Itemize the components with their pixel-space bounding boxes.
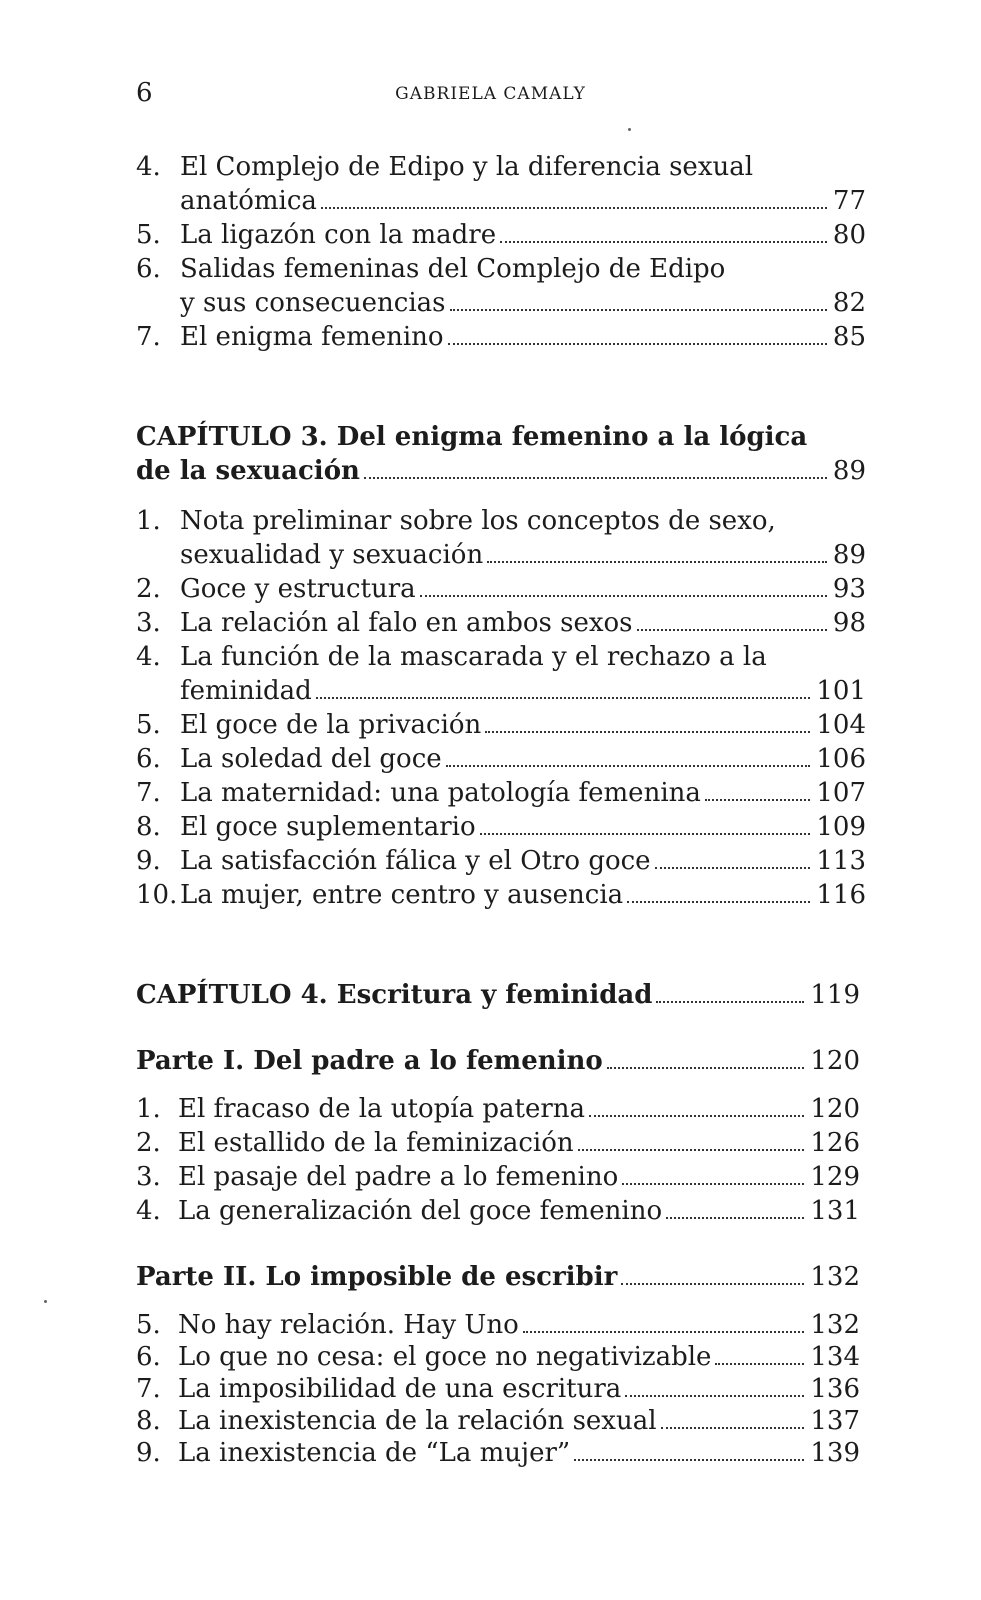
entry-title: La inexistencia de “La mujer”	[178, 1438, 571, 1468]
entry-title: Goce y estructura	[180, 574, 416, 604]
entry-page: 113	[816, 846, 866, 876]
entry-title: No hay relación. Hay Uno	[178, 1310, 519, 1340]
leader-dots	[450, 309, 827, 311]
entry-page: 101	[816, 676, 866, 706]
part-page: 132	[810, 1262, 860, 1292]
leader-dots	[523, 1331, 805, 1333]
chapter-page: 89	[832, 456, 866, 486]
entry-number: 6.	[136, 744, 161, 774]
entry-title: El fracaso de la utopía paterna	[178, 1094, 586, 1124]
entry-title: El estallido de la feminización	[178, 1128, 574, 1158]
entry-page: 109	[816, 812, 866, 842]
leader-dots	[655, 867, 811, 869]
leader-dots	[448, 343, 827, 345]
entry-number: 9.	[136, 846, 161, 876]
leader-dots	[364, 477, 827, 479]
leader-dots	[487, 561, 827, 563]
chapter-title: CAPÍTULO 4. Escritura y feminidad	[136, 980, 653, 1010]
part-title: Parte I. Del padre a lo femenino	[136, 1046, 603, 1076]
entry-number: 1.	[136, 506, 161, 536]
paper-speck	[44, 1300, 47, 1303]
leader-dots	[578, 1149, 805, 1151]
entry-page: 82	[832, 288, 866, 318]
leader-dots	[621, 1283, 804, 1285]
leader-dots	[589, 1115, 804, 1117]
leader-dots	[480, 833, 811, 835]
entry-page: 77	[832, 186, 866, 216]
part-page: 120	[810, 1046, 860, 1076]
leader-dots	[661, 1427, 805, 1429]
entry-title: La soledad del goce	[180, 744, 442, 774]
entry-title: La maternidad: una patología femenina	[180, 778, 701, 808]
leader-dots	[625, 1395, 804, 1397]
entry-title: La imposibilidad de una escritura	[178, 1374, 622, 1404]
part-title: Parte II. Lo imposible de escribir	[136, 1262, 618, 1292]
leader-dots	[627, 901, 810, 903]
entry-page: 104	[816, 710, 866, 740]
leader-dots	[666, 1217, 804, 1219]
entry-page: 98	[832, 608, 866, 638]
entry-page: 93	[832, 574, 866, 604]
leader-dots	[500, 241, 827, 243]
entry-number: 4.	[136, 642, 161, 672]
entry-number: 7.	[136, 1374, 161, 1404]
entry-page: 89	[832, 540, 866, 570]
entry-number: 7.	[136, 778, 161, 808]
entry-title-line1: El Complejo de Edipo y la diferencia sexual	[180, 152, 754, 182]
entry-title-line1: La función de la mascarada y el rechazo a la	[180, 642, 767, 672]
entry-number: 9.	[136, 1438, 161, 1468]
entry-number: 2.	[136, 574, 161, 604]
entry-number: 5.	[136, 710, 161, 740]
leader-dots	[316, 697, 811, 699]
leader-dots	[622, 1183, 804, 1185]
entry-title: feminidad	[180, 676, 312, 706]
entry-title: El goce suplementario	[180, 812, 476, 842]
leader-dots	[420, 595, 827, 597]
entry-title: La relación al falo en ambos sexos	[180, 608, 633, 638]
entry-page: 139	[810, 1438, 860, 1468]
entry-title: La ligazón con la madre	[180, 220, 497, 250]
entry-number: 6.	[136, 1342, 161, 1372]
entry-number: 1.	[136, 1094, 161, 1124]
entry-page: 137	[810, 1406, 860, 1436]
entry-page: 107	[816, 778, 866, 808]
entry-number: 6.	[136, 254, 161, 284]
entry-title: La inexistencia de la relación sexual	[178, 1406, 657, 1436]
entry-page: 120	[810, 1094, 860, 1124]
chapter-page: 119	[810, 980, 860, 1010]
entry-page: 116	[816, 880, 866, 910]
leader-dots	[637, 629, 827, 631]
entry-number: 4.	[136, 1196, 161, 1226]
entry-title: La mujer, entre centro y ausencia	[180, 880, 624, 910]
entry-title: anatómica	[180, 186, 317, 216]
entry-number: 7.	[136, 322, 161, 352]
entry-number: 2.	[136, 1128, 161, 1158]
entry-number: 5.	[136, 220, 161, 250]
entry-number: 3.	[136, 608, 161, 638]
entry-title: sexualidad y sexuación	[180, 540, 484, 570]
entry-page: 126	[810, 1128, 860, 1158]
entry-page: 85	[832, 322, 866, 352]
chapter-title: de la sexuación	[136, 456, 360, 486]
entry-title: Lo que no cesa: el goce no negativizable	[178, 1342, 712, 1372]
leader-dots	[705, 799, 810, 801]
leader-dots	[446, 765, 811, 767]
entry-page: 134	[810, 1342, 860, 1372]
entry-number: 5.	[136, 1310, 161, 1340]
page-number: 6	[136, 78, 153, 108]
entry-page: 106	[816, 744, 866, 774]
running-title: GABRIELA CAMALY	[395, 84, 586, 104]
entry-page: 131	[810, 1196, 860, 1226]
leader-dots	[574, 1459, 804, 1461]
entry-page: 132	[810, 1310, 860, 1340]
entry-title: El goce de la privación	[180, 710, 482, 740]
entry-title: La generalización del goce femenino	[178, 1196, 663, 1226]
entry-number: 4.	[136, 152, 161, 182]
entry-title: La satisfacción fálica y el Otro goce	[180, 846, 651, 876]
entry-title-line1: Salidas femeninas del Complejo de Edipo	[180, 254, 726, 284]
leader-dots	[321, 207, 827, 209]
entry-page: 80	[832, 220, 866, 250]
leader-dots	[607, 1067, 805, 1069]
entry-title: El pasaje del padre a lo femenino	[178, 1162, 619, 1192]
paper-speck	[628, 128, 631, 131]
chapter-title-line1: CAPÍTULO 3. Del enigma femenino a la lógica	[136, 422, 808, 452]
entry-number: 10.	[136, 880, 178, 910]
entry-number: 3.	[136, 1162, 161, 1192]
entry-title: El enigma femenino	[180, 322, 444, 352]
entry-number: 8.	[136, 1406, 161, 1436]
entry-page: 136	[810, 1374, 860, 1404]
entry-title-line1: Nota preliminar sobre los conceptos de sexo,	[180, 506, 776, 536]
leader-dots	[656, 1001, 804, 1003]
entry-number: 8.	[136, 812, 161, 842]
leader-dots	[485, 731, 810, 733]
leader-dots	[715, 1363, 804, 1365]
entry-page: 129	[810, 1162, 860, 1192]
entry-title: y sus consecuencias	[180, 288, 446, 318]
